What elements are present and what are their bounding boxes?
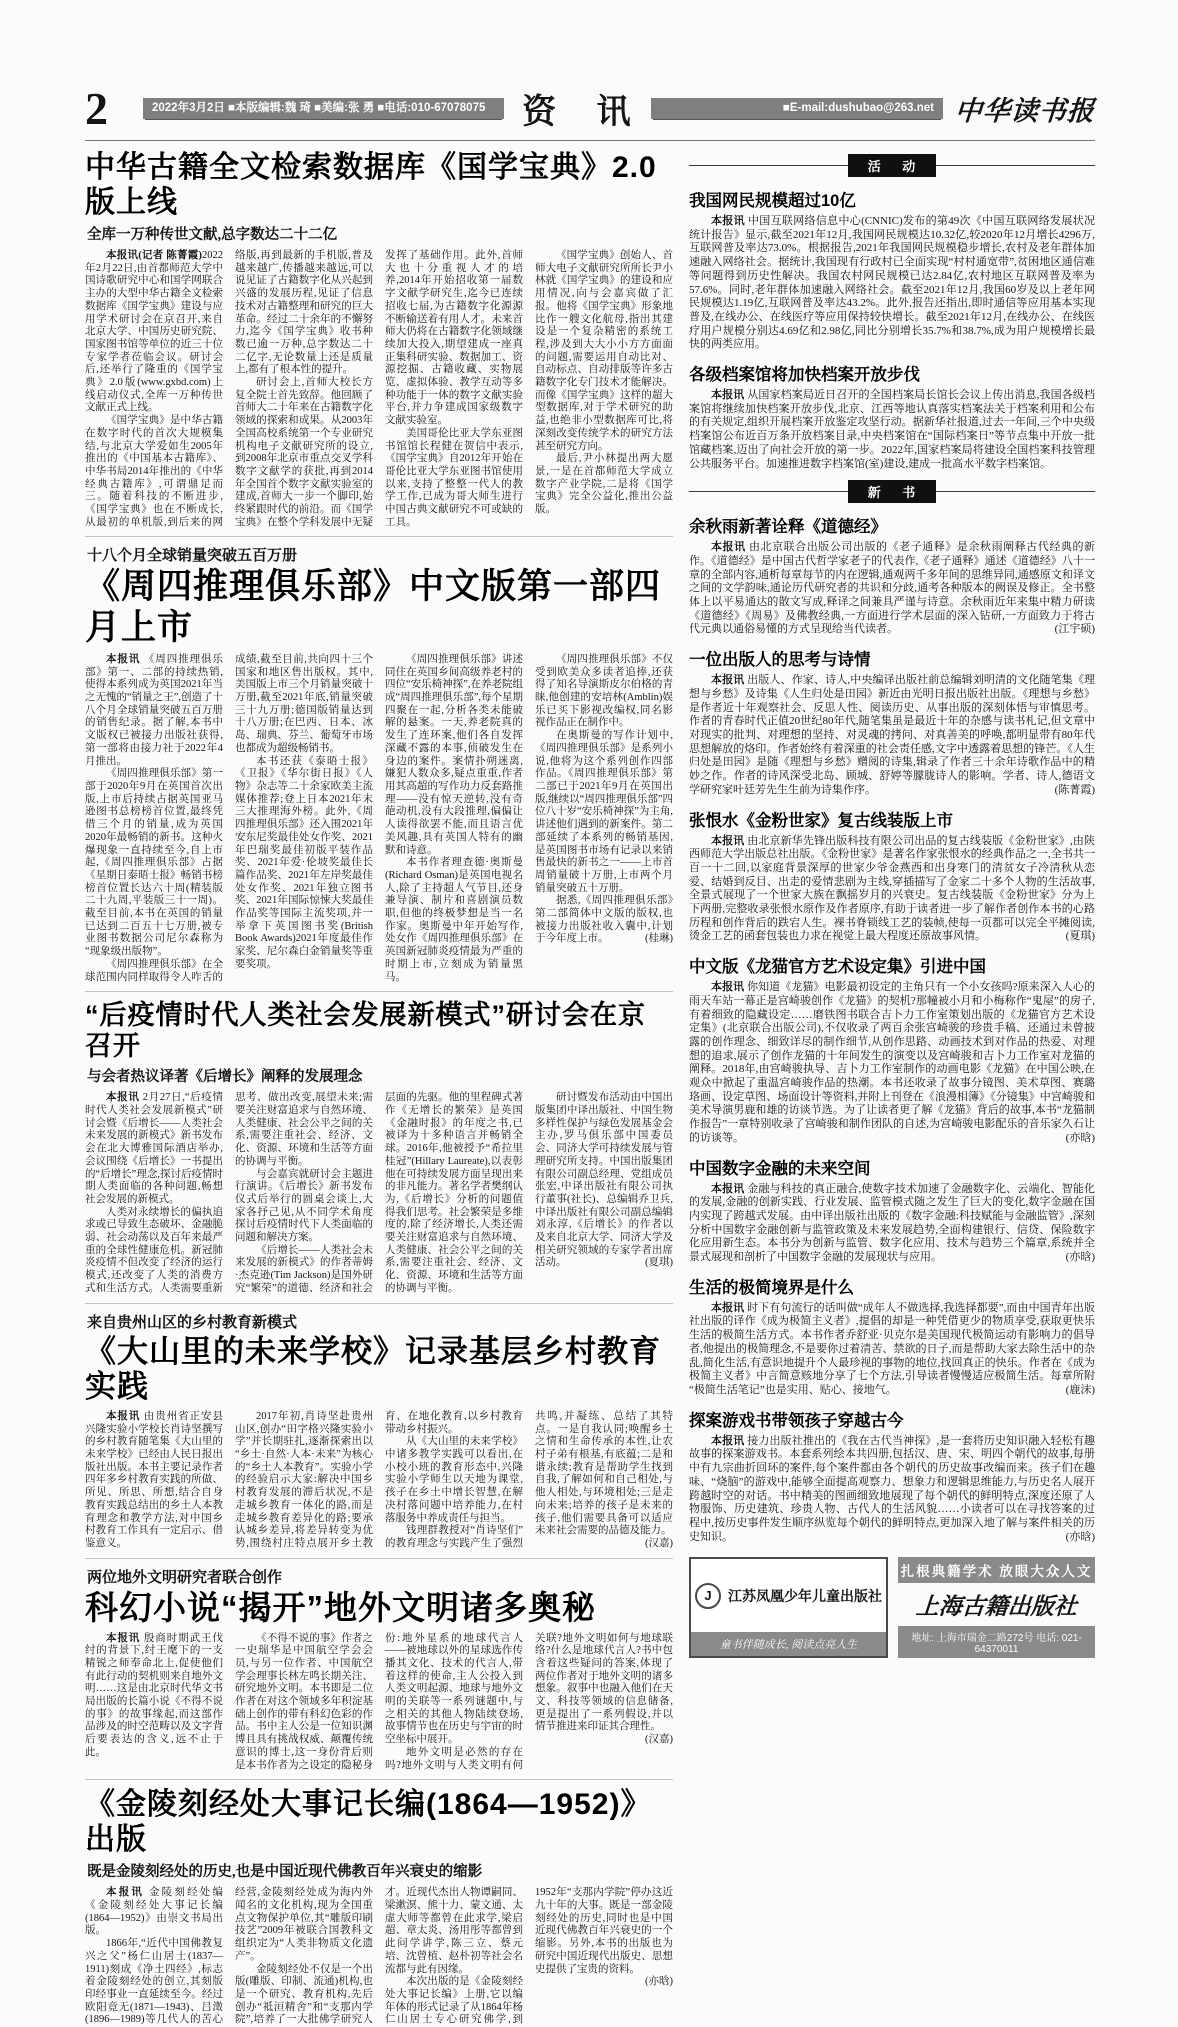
article-future-school bbox=[85, 1303, 673, 1551]
article-scifi-alien bbox=[85, 1558, 673, 1773]
phoenix-logo-icon: J bbox=[695, 1583, 721, 1609]
brief-title: 一位出版人的思考与诗情 bbox=[689, 651, 871, 670]
ad-tagline: 童书伴随成长, 阅读点亮人生 bbox=[691, 1632, 886, 1656]
divider-line bbox=[689, 165, 848, 166]
article-jinling-chronicle bbox=[85, 1779, 673, 2027]
brief-title: 我国网民规模超过10亿 bbox=[689, 192, 856, 210]
article-body: 本报讯 殷商时期武王伐纣的背景下,纣王麾下的一支精锐之师奉命北上,促使他们有此行动的契机则来自地外文明……这是由北京时代华文书局出版的长篇小说《不得不说的事》的故事缘起,而这部作品涉及的时空范畴以及文字背后要表达的含义,远不止于此。 《不得不说的事》作者之一史瑞华是中国航空学会会员,与另一位作者、中国航空学会理事长林左鸣长期关注、研究地外文明。本书即是二位作者在对这个领域多年积淀基础上创作的带有科幻色彩的作品。书中主人公是一位知识渊博且具有挑战权威、颠覆传统意识的博士,这一身份背后则是本书作者为之设定的隐秘身份:地外星系的地球代言人——被地球以外的星球选作传播其文化、技术的代言人,带着这样的使命,主人公投入到人类文明起源、地球与地外文明的关联等一系列谜题中,与之相关的其他人物陆续登场,故事情节也在历史与宇宙的时空坐标中展开。 地外文明是必然的存在吗?地外文明与人类文明有何关联?地外文明如何与地球联络?什么是地球代言人?书中包含着这些疑问的答案,体现了两位作者对于地外文明的诸多想象。叙事中也融入他们在天文、科技等领域的信息储备,更是提出了一系列假设,并以情节推进来印证其合理性。 (汉嘉) bbox=[85, 1632, 673, 1771]
brief-body: 本报讯 从国家档案局近日召开的全国档案局长馆长会议上传出消息,我国各级档案馆将继续加快档案开放步伐,北京、江西等地认真落实档案法关于档案利用和公布的有关规定,组织开展档案开放鉴定攻坚行动。据新华社报道,过去一年间,三个中央级档案馆公布近百万条开放档案目录,中央档案馆在“国际档案日”等节点集中开放一批馆藏档案,迈出了向社会开放的第一步。2022年,国家档案局将建设全国档案科技管理公共服务平台。加速推进数字档案馆(室)建设,建成一批高水平数字档案馆。 bbox=[689, 389, 1096, 470]
brief-title: 生活的极简境界是什么 bbox=[689, 1278, 854, 1297]
brief-title: 探案游戏书带领孩子穿越古今 bbox=[689, 1411, 904, 1430]
brief-totoro bbox=[689, 953, 1095, 1145]
brief-minimalist bbox=[689, 1274, 1095, 1398]
ad-address: 地址: 上海市瑞金二路272号 电话: 021-64370011 bbox=[898, 1626, 1095, 1658]
article-guoxuebaodian bbox=[85, 151, 673, 529]
section-title: 资 讯 bbox=[522, 94, 647, 131]
divider-line bbox=[936, 491, 1095, 492]
brief-body: 本报讯 由北京联合出版公司出版的《老子通释》是余秋雨阐释古代经典的新作。《道德经》是中国古代哲学家老子的代表作,《老子通释》通述《道德经》八十一章的全部内容,通析每章每节的内在逻辑,通观两千多年间的思维异同,通感原文和译文之间的文学韵味,通论历代研究者的共识和分歧,通考各种版本的阙误及修正。全书整体上以平易通达的散文写成,释译之间兼具严谨与诗意。余秋雨近年来集中精力研读《道德经》《周易》及佛教经典,一方面进行学术层面的深入钻研,一方面致力于将古代元典以通俗易懂的方式呈现给当代读者。 (江宇硕) bbox=[689, 541, 1096, 636]
divider-line bbox=[936, 165, 1095, 166]
brief-body: 本报讯 金融与科技的真正融合,使数字技术加速了金融数字化、云端化、智能化的发展,金融的创新实践、行业发展、监管模式随之发生了巨大的变化,数字金融在国内实现了跨越式发展。由中译出版社出版的《数字金融:科技赋能与金融监管》,深刻分析中国数字金融创新与监管政策及未来发展趋势,全面构建银行、信贷、保险数字化应用新生态。本书分为创新与监管、数字化应用、技术与趋势三个篇章,系统并全景式展现和剖析了中国数字金融的发展现状与应用。 (亦晗) bbox=[689, 1182, 1096, 1264]
brief-title: 张恨水《金粉世家》复古线装版上市 bbox=[689, 811, 953, 830]
brief-body: 本报讯 接力出版社推出的《我在古代当神探》,是一套将历史知识融入轻松有趣故事的探案游戏书。本套系列绘本共四册,包括汉、唐、宋、明四个朝代的故事,每册中有九宗曲折回环的案件,每个案件都由各个朝代的历史故事改编而来。孩子们在趣味、“烧脑”的游戏中,能够全面提高观察力、想象力和逻辑思维能力,与历史名人展开跨越时空的对话。书中精美的图画细致地展现了每个朝代的鲜明特点,深度还原了人物服饰、历史建筑、珍贵人物、古代人的生活风貌……小读者可以在寻找答案的过程中,按历史事件发生顺序纵览每个朝代的鲜明特点,更加深入地了解与案件相关的历史知识。 (亦晗) bbox=[689, 1434, 1096, 1543]
page-number: 2 bbox=[85, 82, 108, 134]
brief-digital-finance bbox=[689, 1155, 1095, 1265]
brief-title: 各级档案馆将加快档案开放步伐 bbox=[689, 366, 920, 385]
article-body: 本报讯 由贵州省正安县兴隆实验小学校长肖诗坚撰写的乡村教育随笔集《大山里的未来学校》已经由人民日报出版社出版。本书主要记录作者四年多乡村教育实践的所做、所见、所思、所想,结合自身教育实践总结出的乡土人本教育理念和教学方法,对中国乡村教育工作具有一定启示、借鉴意义。 2017年初,肖诗坚赴贵州山区,创办“田字格兴隆实验小学”并长期驻扎,逐渐探索出以“乡土·自然·人本·未来”为核心的“乡土人本教育”。实验小学的经验启示大家:解决中国乡村教育发展的滞后状况,不是走城乡教育一体化的路,而是走城乡教育差异化的路;要承认城乡差异,将差异转变为优势,围绕村庄特点展开乡土教育、在地化教育,以乡村教育带动乡村振兴。 从《大山里的未来学校》中诸多教学实践可以看出,在小校小班的教育形态中,兴隆实验小学师生以天地为课堂,孩子在乡土中增长智慧,在解决村落问题中培养能力,在村落服务中养成责任与担当。 钱理群教授对“肖诗坚们”的教育理念与实践产生了强烈共鸣,并凝练、总结了其特点。一是自我认同;唤醒乡土之情和生命传承的本性,让农村子弟有根基,有底蕴;二是和谐永续;教育是帮助学生找到自我,了解如何和自己相处,与他人相处,与环境相处;三是走向未来;培养的孩子是未来的孩子,他们需要具备可以适应未来社会需要的品德及能力。 (汉嘉) bbox=[85, 1410, 673, 1549]
byline: (汉嘉) bbox=[645, 1734, 673, 1746]
article-headline: 《金陵刻经处大事记长编(1864—1952)》出版 bbox=[85, 1788, 652, 1856]
page-content bbox=[85, 150, 1095, 2027]
publisher-name: 江苏凤凰少年儿童出版社 bbox=[728, 1589, 882, 1605]
byline: (亦晗) bbox=[1065, 1530, 1095, 1543]
right-rail bbox=[689, 150, 1095, 2027]
brief-body: 本报讯 中国互联网络信息中心(CNNIC)发布的第49次《中国互联网络发展状况统计报告》显示,截至2021年12月,我国网民规模达10.32亿,较2020年12月增长4296万,互联网普及率达73.0%。根据报告,2021年我国网民规模稳步增长,农村及老年群体加速融入网络社会。据统计,我国现有行政村已全面实现“村村通宽带”,贫困地区通信难等问题得到历史性解决。我国农村网民规模已达2.84亿,农村地区互联网普及率为57.6%。同时,老年群体加速融入网络社会。截至2021年12月,我国60岁及以上老年网民规模达1.19亿,互联网普及率达43.2%。此外,报告还指出,即时通信等应用基本实现普及,在线办公、在线医疗等应用保持较快增长。截至2021年12月,在线办公、在线医疗用户规模分别达4.69亿和2.98亿,同比分别增长35.7%和38.7%,成为用户规模增长最快的两类应用。 bbox=[689, 215, 1095, 351]
article-thursday-murder-club bbox=[85, 536, 673, 984]
byline: (亦晗) bbox=[1065, 1251, 1095, 1264]
article-headline: 中华古籍全文检索数据库《国学宝典》2.0版上线 bbox=[85, 151, 657, 219]
divider-line bbox=[689, 491, 848, 492]
byline: (江宇硕) bbox=[1054, 623, 1095, 636]
brief-daodejing bbox=[689, 513, 1095, 637]
section-badge-huodong: 活 动 bbox=[848, 154, 937, 177]
brief-title: 中文版《龙猫官方艺术设定集》引进中国 bbox=[689, 958, 986, 977]
section-badge-xinshu: 新 书 bbox=[848, 480, 937, 503]
ad-shanghai-guji bbox=[898, 1557, 1095, 1658]
page-header bbox=[85, 84, 1095, 141]
article-subhead: 既是金陵刻经处的历史,也是中国近现代佛教百年兴衰史的缩影 bbox=[87, 1864, 483, 1881]
article-headline: 科幻小说“揭开”地外文明诸多奥秘 bbox=[85, 1588, 596, 1626]
byline: (亦晗) bbox=[1065, 1131, 1095, 1144]
edition-info-bar: 2022年3月2日 ■本版编辑:魏 琦 ■美编:张 勇 ■电话:010-67078075 bbox=[143, 98, 504, 119]
ad-jiangsu-phoenix bbox=[689, 1557, 888, 1658]
brief-body: 本报讯 由北京新华先锋出版科技有限公司出品的复古线装版《金粉世家》,由陕西师范大学出版总社出版。《金粉世家》是著名作家张恨水的经典作品之一,全书共一百一十二回,以家庭背景深厚的世家少爷金燕西和出身寒门的清贫女子冷清秋从恋爱、结婚到反目、出走的爱情悲剧为主线,穿插描写了金家二十多个人物的生活故事,全景式展现了一个世家大族在飘摇岁月的兴衰史。复古线装版《金粉世家》分为上下两册,完整收录张恨水原作及作者原序,有助于读者进一步了解作者创作本书的心路历程和创作背后的跌宕人生。裸书脊锁线工艺的装帧,使每一页都可以完全平摊阅读,烫金工艺的函套包装也力求在视觉上最大程度还原故事风情。 (夏琪) bbox=[689, 834, 1096, 943]
ad-slogan: 扎根典籍学术 放眼大众人文 bbox=[898, 1557, 1095, 1583]
brief-jinfenshijia bbox=[689, 807, 1095, 945]
brief-body: 本报讯 出版人、作家、诗人,中央编译出版社前总编辑刘明清的文化随笔集《理想与乡愁》及诗集《人生归处是田园》新近由光明日报出版社出版。《理想与乡愁》是作者近十年观察社会、反思人性、阅读历史、从事出版的深刻体悟与审慎思考。作者的青春时代正值20世纪80年代,随笔集虽是最近十年的杂感与读书札记,但文章中对现实的批判、对理想的坚持、对灵魂的拷问、对真善美的呼唤,都明显带有80年代思想解放的烙印。作者始终有着深重的社会责任感,文字中透露着思想的锋芒。《人生归处是田园》是随《理想与乡愁》赠阅的诗集,辑录了作者三十余年诗歌作品中的精妙之作。作者的诗风深受北岛、顾城、舒婷等朦胧诗人的影响。学者、诗人,德语文学研究家叶廷芳先生生前为诗集作序。 (陈菁霞) bbox=[689, 674, 1096, 796]
ad-logo-row bbox=[691, 1559, 886, 1632]
masthead-logo: 中华读书报 bbox=[953, 96, 1096, 126]
brief-netizens bbox=[689, 187, 1095, 352]
article-subhead: 全库一万种传世文献,总字数达二十二亿 bbox=[87, 227, 338, 243]
article-headline: “后疫情时代人类社会发展新模式”研讨会在京召开 bbox=[85, 1000, 646, 1062]
section-divider-huodong bbox=[689, 154, 1095, 177]
left-articles bbox=[85, 150, 673, 2027]
article-kicker: 两位地外文明研究者联合创作 bbox=[87, 1568, 283, 1586]
byline: (亦晗) bbox=[645, 1976, 673, 1988]
publisher-name: 上海古籍出版社 bbox=[914, 1594, 1078, 1620]
section-divider-xinshu bbox=[689, 480, 1095, 503]
byline: (桂琳) bbox=[645, 933, 673, 945]
brief-archives bbox=[689, 361, 1095, 471]
byline: (夏琪) bbox=[1065, 930, 1095, 943]
article-headline: 《周四推理俱乐部》中文版第一部四月上市 bbox=[85, 567, 662, 647]
byline: (夏琪) bbox=[645, 1257, 673, 1269]
brief-detective-game bbox=[689, 1407, 1095, 1545]
byline: (鹿沫) bbox=[1065, 1384, 1095, 1396]
article-headline: 《大山里的未来学校》记录基层乡村教育实践 bbox=[85, 1333, 661, 1405]
article-body: 本报讯 《周四推理俱乐部》第一、二部的持续热销,使得本系列成为英国2021年当之无愧的“销量之王”,创造了十八个月全球销量突破五百万册的销售纪录。据了解,本书中文版权已被接力出版社获得,第一部将由接力社于2022年4月推出。 《周四推理俱乐部》第一部于2020年9月在英国首次出版,上市后持续占据英国亚马逊图书总榜榜首位置,最终凭借三个月的销量,成为英国2020年最畅销的新书。这种火爆现象一直持续至今,自上市起,《周四推理俱乐部》占据《星期日泰晤士报》畅销书榜榜首位置长达六十周(精装版二十九周,平装版三十一周)。截至目前,本书在英国的销量已达到二百五十七万册,被专业图书数据公司尼尔森称为“现象级出版物”。 《周四推理俱乐部》在全球范围内同样取得令人咋舌的成绩,截至目前,共向四十三个国家和地区售出版权。其中,美国版上市三个月销量突破十万册,截至2021年底,销量突破三十九万册;德国版销量达到十八万册;在巴西、日本、冰岛、瑞典、芬兰、葡萄牙市场也都成为超级畅销书。 本书还获《泰晤士报》《卫报》《华尔街日报》《人物》杂志等二十余家欧美主流媒体推荐;登上日本2021年末三大推理海外榜。此外,《周四推理俱乐部》还入围2021年安东尼奖最佳处女作奖、2021年巴瑞奖最佳初版平装作品奖、2021年爱·伦坡奖最佳长篇作品奖、2021年左岸奖最佳处女作奖、2021年独立图书奖、2021年国际惊悚大奖最佳作品奖等国际主流奖项,并一举拿下英国图书奖(British Book Awards)2021年度最佳作家奖、尼尔森白金销量奖等重要奖项。 《周四推理俱乐部》讲述同住在英国乡间高级养老村的四位“安乐椅神探”,在养老院组成“周四推理俱乐部”,每个星期四聚在一起,分析各类未能破解的悬案。一天,养老院真的发生了连环案,他们各自发挥深藏不露的本事,侦破发生在身边的案件。案情扑朔迷离,嫌犯人数众多,疑点重重,作者用其高超的写作功力反套路推理——没有惊天逆转,没有奇葩动机,没有大段推理,偏偏让人读得欲罢不能,而且语言优美风趣,具有英国人特有的幽默和诗意。 本书作者理查德·奥斯曼(Richard Osman)是英国电视名人,除了主持超人气节目,还身兼导演、制片和喜剧演员数职,但他的终极梦想是当一名作家。奥斯曼中年开始写作,处女作《周四推理俱乐部》在英国新冠肺炎疫情最为严重的时期上市,立刻成为销量黑马。 《周四推理俱乐部》不仅受到欧美众多读者追捧,还获得了知名导演斯皮尔伯格的青睐,他创建的安培林(Amblin)娱乐已买下影视改编权,同名影视作品正在制作中。 在奥斯曼的写作计划中,《周四推理俱乐部》是系列小说,他将为这个系列创作四部作品。《周四推理俱乐部》第二部已于2021年9月在英国出版,继续以“周四推理俱乐部”四位八十岁“安乐椅神探”为主角,讲述他们遇到的新案件。第二部延续了本系列的畅销基因,是英国图书市场有记录以来销售最快的新书之一——上市首周销量破十万册,上市两个月销量突破五十万册。 据悉,《周四推理俱乐部》第二部简体中文版的版权,也被接力出版社收入囊中,计划于今年度上市。 (桂琳) bbox=[85, 653, 673, 983]
ads-row bbox=[689, 1557, 1095, 1658]
article-kicker: 十八个月全球销量突破五百万册 bbox=[87, 547, 298, 565]
article-body: 本报讯 2月27日,“后疫情时代人类社会发展新模式”研讨会暨《后增长——人类社会未来发展的新模式》新书发布会在北大博雅国际酒店举办,会议围绕《后增长》一书提出的“后增长”理念,探讨后疫情时期人类面临的各种问题,畅想社会发展的新模式。 人类对永续增长的偏执追求或已导致生态破坏、金融脆弱、社会动荡以及百年来最严重的全球性健康危机。新冠肺炎疫情不但改变了经济的运行模式,还改变了人类的消费方式和生活方式。人类需要重新思考、做出改变,展望未来;需要关注财富追求与自然环境、人类健康、社会公平之间的关系,需要注重社会、经济、文化、资源、环境和生活等方面的协调与平衡。 与会嘉宾就研讨会主题进行演讲。《后增长》新书发布仪式后举行的圆桌会谈上,大家各抒己见,从不同学术角度探讨后疫情时代下人类面临的问题和解决方案。 《后增长——人类社会未来发展的新模式》的作者蒂姆·杰克逊(Tim Jackson)是国外研究“繁荣”的道德、经济和社会层面的先驱。他的里程碑式著作《无增长的繁荣》是英国《金融时报》的年度之书,已被译为十多种语言并畅销全球。2016年,他被授予“希拉里桂冠”(Hillary Laureate),以表彰他在可持续发展方面呈现出来的非凡能力。著名学者樊纲认为,《后增长》分析的问题值得我们思考。社会繁荣是多维度的,除了经济增长,人类还需要关注财富追求与自然环境、人类健康、社会公平之间的关系,需要注重社会、经济、文化、资源、环境和生活等方面的协调与平衡。 研讨暨发布活动由中国出版集团中译出版社、中国生物多样性保护与绿色发展基金会主办,罗马俱乐部中国委员会、同济大学可持续发展与管理研究所支持。中国出版集团有限公司副总经理、党组成员张宏,中译出版社有限公司执行董事(社长)、总编辑乔卫兵,中译出版社有限公司副总编辑刘永淳,《后增长》的作者以及来自北京大学、同济大学及相关研究领域的专家学者出席活动。 (夏琪) bbox=[85, 1092, 673, 1294]
article-subhead: 与会者热议译著《后增长》阐释的发展理念 bbox=[87, 1069, 363, 1086]
article-body: 本报讯(记者 陈菁霞)2022年2月22日,由首都师范大学中国诗歌研究中心和国学网联合主办的大型中华古籍全文检索数据库《国学宝典》建设与应用学术研讨会在京召开,来自北京大学、中国历史研究院、国家图书馆等单位的近三十位专家学者莅临会议。研讨会后,还举行了隆重的《国学宝典》2.0版(www.gxbd.com)上线启动仪式,全库一万种传世文献正式上线。 《国学宝典》是中华古籍在数字时代的首次大规模集结,与北京大学爱如生2005年推出的《中国基本古籍库》、中华书局2014年推出的《中华经典古籍库》,可谓鼎足而三。随着科技的不断进步,《国学宝典》也在不断成长,从最初的单机版,到后来的网络版,再到最新的手机版,普及越来越广,传播越来越远,可以说见证了古籍数字化从兴起到兴盛的发展历程,见证了信息技术对古籍整理和研究的巨大革命。经过二十余年的不懈努力,迄今《国学宝典》收书种数已逾一万种,总字数达二十二亿字,无论数量上还是质量上,都有了根本性的提升。 研讨会上,首师大校长方复全院士首先致辞。他回顾了首师大二十年来在古籍数字化领域的探索和成果。从2003年全国高校系统第一个专业研究机构电子文献研究所的设立,到2008年北京市重点交叉学科数字文献学的获批,再到2014年全国首个数字文献实验室的建成,首师大一步一个脚印,始终紧跟时代的前沿。而《国学宝典》在整个学科发展中无疑发挥了基础作用。此外,首师大也十分重视人才的培养,2014年开始招收第一届数字文献学研究生,迄今已连续招收七届,为古籍数字化源源不断输送着有用人才。未来首师大仍将在古籍数字化领域继续加大投入,期望建成一座真正集科研实验、数据加工、资源挖掘、古籍收藏、实物展览、虚拟体验、教学互动等多种功能于一体的数字文献实验平台,并力争建成国家级数字文献实验室。 美国哥伦比亚大学东亚图书馆馆长程健在贺信中表示,《国学宝典》自2012年开始在哥伦比亚大学东亚图书馆使用以来,支持了整整一代人的教学工作,已成为哥大师生进行中国古典文献研究不可或缺的工具。 《国学宝典》创始人、首师大电子文献研究所所长尹小林就《国学宝典》的建设和应用情况,向与会嘉宾做了汇报。他将《国学宝典》形象地比作一艘文化航母,指出其建设是一个复杂精密的系统工程,涉及到大大小小方方面面的问题,需要运用自动比对、自动标点、自动排版等许多古籍数字化专门技术才能解决。而像《国学宝典》这样的超大型数据库,对于学术研究的助益,也绝非小型数据库可比,将深刻改变传统学术的研究方法甚至研究方向。 最后,尹小林提出两大愿景,一是在首都师范大学成立数字产业学院,二是将《国学宝典》完全公益化,推出公益版。 bbox=[85, 250, 673, 528]
article-kicker: 来自贵州山区的乡村教育新模式 bbox=[87, 1313, 298, 1331]
brief-publisher-poetry bbox=[689, 646, 1095, 797]
brief-body: 本报讯 时下有句流行的话叫做“成年人不做选择,我选择都要”,而由中国青年出版社出版的译作《成为极简主义者》,提倡的却是一种凭借更少的物质享受,获取更快乐生活的极简生活方式。本书作者乔舒亚·贝克尔是美国现代极简运动有影响力的倡导者,他提出的极简理念,不是要你过着清苦、禁欲的日子,而是帮助大家去除生活中的杂乱,简化生活,有意识地提升个人最珍视的事物的地位,找回真正的快乐。作者在《成为极简主义者》中言简意赅地分享了七个方法,引导读者慢慢适应极简生活。每章所附“极简生活笔记”也是实用、贴心、接地气。 (鹿沫) bbox=[689, 1301, 1095, 1396]
byline: (汉嘉) bbox=[645, 1537, 673, 1549]
brief-body: 本报讯 你知道《龙猫》电影最初设定的主角只有一个小女孩吗?原来深入人心的雨天车站一幕正是宫崎骏创作《龙猫》的契机?那幢被小月和小梅称作“鬼屋”的房子,有着细致的隐藏设定……磨铁图书联合吉卜力工作室策划出版的《龙猫官方艺术设定集》(北京联合出版公司),不仅收录了两百余张宫崎骏的珍贵手稿、还通过未曾披露的创作理念、细致详尽的制作细节,从创作思路、动画技术到对作品的热爱、对理想的追求,展示了创作龙猫的十年间发生的演变以及宫崎骏和吉卜力工作室对龙猫的阐释。2018年,由宫崎骏执导、吉卜力工作室制作的动画电影《龙猫》在中国公映,在观众中掀起了重温宫崎骏作品的热潮。本书还收录了故事分镜图、美术草图、赛璐珞画、设定草图、场面设计等资料,并附上刊登在《浪漫相簿》《分镜集》中宫崎骏和美术导演男鹿和雄的访谈节选。为了让读者更了解《龙猫》背后的故事,本书“龙猫制作报告”一章特别收录了宫崎骏和制作团队的自述,为宫崎骏电影配乐的音乐家久石让的访谈等。 (亦晗) bbox=[689, 981, 1095, 1144]
brief-title: 中国数字金融的未来空间 bbox=[689, 1159, 871, 1178]
byline: (陈菁霞) bbox=[1054, 783, 1095, 796]
email-bar: ■E-mail:dushubao@263.net bbox=[651, 98, 943, 119]
brief-title: 余秋雨新著诠释《道德经》 bbox=[689, 518, 887, 537]
article-body: 本报讯 金陵刻经处编《金陵刻经处大事记长编(1864—1952)》由崇文书局出版。 1866年,“近代中国佛教复兴之父”杨仁山居士(1837—1911)刻成《净土四经》,标志着金陵刻经处的创立,其刻版印经事业一直延续至今。经过欧阳竟无(1871—1943)、吕澂(1896—1989)等几代人的苦心经营,金陵刻经处成为海内外闻名的文化机构,现为全国重点文物保护单位,其“雕版印刷技艺”2009年被联合国教科文组织定为“人类非物质文化遗产”。 金陵刻经处不仅是一个出版(雕版、印制、流通)机构,也是一个研究、教育机构,先后创办“祗洹精舍”和“支那内学院”,培养了一大批佛学研究人才。近现代杰出人物谭嗣同、梁漱溟、熊十力、蒙文通、太虚大师等都曾在此求学,梁启超、章太炎、汤用彤等都曾到此问学讲学,陈三立、蔡元培、沈曾植、赵朴初等社会名流都与此有因缘。 本次出版的是《金陵刻经处大事记长编》上册,它以编年体的形式记录了从1864年杨仁山居士专心研究佛学,到1952年“支那内学院”停办这近九十年的大事。既是一部金陵刻经处的历史,同时也是中国近现代佛教百年兴衰史的一个缩影。另外,本书的出版也为研究中国近现代出版史、思想史提供了宝贵的资料。 (亦晗) bbox=[85, 1887, 673, 2026]
article-post-growth-seminar bbox=[85, 991, 673, 1295]
